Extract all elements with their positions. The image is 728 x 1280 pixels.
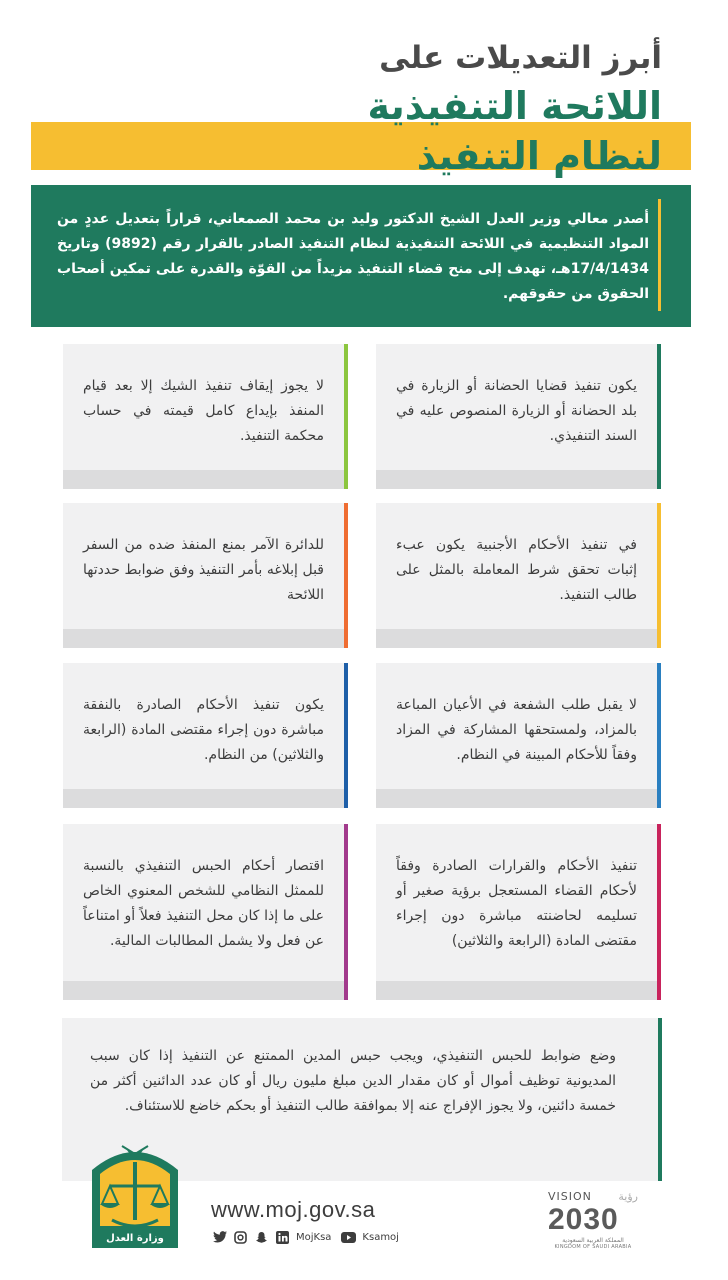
card-preemption-auction [376, 663, 661, 808]
card-detention-limits [63, 824, 348, 1000]
card-text: تنفيذ الأحكام والقرارات الصادرة وفقاً لأحكام القضاء المستعجل برؤية صغير أو تسليمه لحاضنته مباشرة دون إجراء مقتضى المادة (الرابعة والثلاثين) [396, 858, 637, 949]
card-accent-bar [657, 503, 661, 648]
card-accent-bar [344, 344, 348, 489]
ministry-of-justice-logo [88, 1140, 182, 1250]
card-cheque-suspension [63, 344, 348, 489]
card-text: لا يجوز إيقاف تنفيذ الشيك إلا بعد قيام المنفذ بإيداع كامل قيمته في حساب محكمة التنفيذ. [83, 378, 324, 444]
main-title-line-2: لنظام التنفيذ [416, 134, 662, 178]
twitter-icon[interactable] [212, 1230, 227, 1245]
intro-text: أصدر معالي وزير العدل الشيخ الدكتور وليد بن محمد الصمعاني، قراراً بتعديل عددٍ من المواد التنظيمية في اللائحة التنفيذية لنظام التنفيذ الصادر بالقرار رقم (9892) وتاريخ 17/4/1434هـ، تهدف إلى منح قضاء التنفيذ مزيداً من القوّة والقدرة على تمكين أصحاب الحقوق من حقوقهم. [57, 211, 649, 302]
social-handle-1[interactable]: MojKsa [296, 1231, 332, 1243]
social-links [212, 1228, 399, 1246]
card-alimony-judgments [63, 663, 348, 808]
vision-country-en: KINGDOM OF SAUDI ARABIA [554, 1244, 632, 1250]
youtube-icon[interactable] [341, 1230, 356, 1245]
card-text: اقتصار أحكام الحبس التنفيذي بالنسبة للممثل النظامي للشخص المعنوي الخاص على ما إذا كان محل التنفيذ فعلاً أو امتناعاً عن فعل ولا يشمل المطالبات المالية. [83, 858, 324, 949]
snapchat-icon[interactable] [254, 1230, 269, 1245]
card-custody-visitation [376, 344, 661, 489]
card-accent-bar [344, 824, 348, 1000]
card-footer-strip [63, 629, 344, 648]
card-footer-strip [376, 470, 657, 489]
card-accent-bar [657, 824, 661, 1000]
card-text: لا يقبل طلب الشفعة في الأعيان المباعة بالمزاد، ولمستحقها المشاركة في المزاد وفقاً للأحكام المبينة في النظام. [396, 697, 637, 763]
card-footer-strip [63, 470, 344, 489]
intro-panel [31, 185, 691, 327]
card-text: للدائرة الآمر بمنع المنفذ ضده من السفر قبل إبلاغه بأمر التنفيذ وفق ضوابط حددتها اللائحة [83, 537, 324, 603]
instagram-icon[interactable] [233, 1230, 248, 1245]
card-text: في تنفيذ الأحكام الأجنبية يكون عبء إثبات تحقق شرط المعاملة بالمثل على طالب التنفيذ. [396, 537, 637, 603]
vision-country-ar: المملكة العربية السعودية [562, 1237, 624, 1244]
card-accent-bar [657, 344, 661, 489]
social-handle-2[interactable]: Ksamoj [362, 1231, 399, 1243]
linkedin-icon[interactable] [275, 1230, 290, 1245]
vision-label: VISION [548, 1190, 592, 1203]
card-footer-strip [376, 789, 657, 808]
card-urgent-judgments [376, 824, 661, 1000]
main-title-line-1: اللائحة التنفيذية [367, 84, 662, 128]
vision-arabic-label: رؤية [618, 1190, 638, 1203]
card-footer-strip [63, 789, 344, 808]
website-url[interactable]: www.moj.gov.sa [211, 1197, 376, 1222]
subtitle-heading: أبرز التعديلات على [379, 40, 662, 76]
card-accent-bar [658, 1018, 662, 1181]
card-text: يكون تنفيذ قضايا الحضانة أو الزيارة في بلد الحضانة أو الزيارة المنصوص عليه في السند التنفيذي. [396, 378, 637, 444]
logo-caption: وزارة العدل [106, 1233, 164, 1244]
vision-year: 2030 [548, 1203, 619, 1236]
card-footer-strip [376, 981, 657, 1000]
card-footer-strip [63, 981, 344, 1000]
vision-2030-logo [548, 1190, 638, 1265]
card-foreign-judgments [376, 503, 661, 648]
card-travel-ban [63, 503, 348, 648]
intro-accent-bar [658, 199, 661, 311]
card-text: يكون تنفيذ الأحكام الصادرة بالنفقة مباشرة دون إجراء مقتضى المادة (الرابعة والثلاثين) من النظام. [83, 697, 324, 763]
card-accent-bar [657, 663, 661, 808]
card-footer-strip [376, 629, 657, 648]
card-accent-bar [344, 663, 348, 808]
card-text: وضع ضوابط للحبس التنفيذي، ويجب حبس المدين الممتنع عن التنفيذ إذا كان سبب المديونية توظيف أموال أو كان مقدار الدين مبلغ مليون ريال أو كان عدد الدائنين أكثر من خمسة دائنين، ولا يجوز الإفراج عنه إلا بموافقة طالب التنفيذ أو بحكم خاضع للاستئناف. [90, 1048, 616, 1114]
card-accent-bar [344, 503, 348, 648]
